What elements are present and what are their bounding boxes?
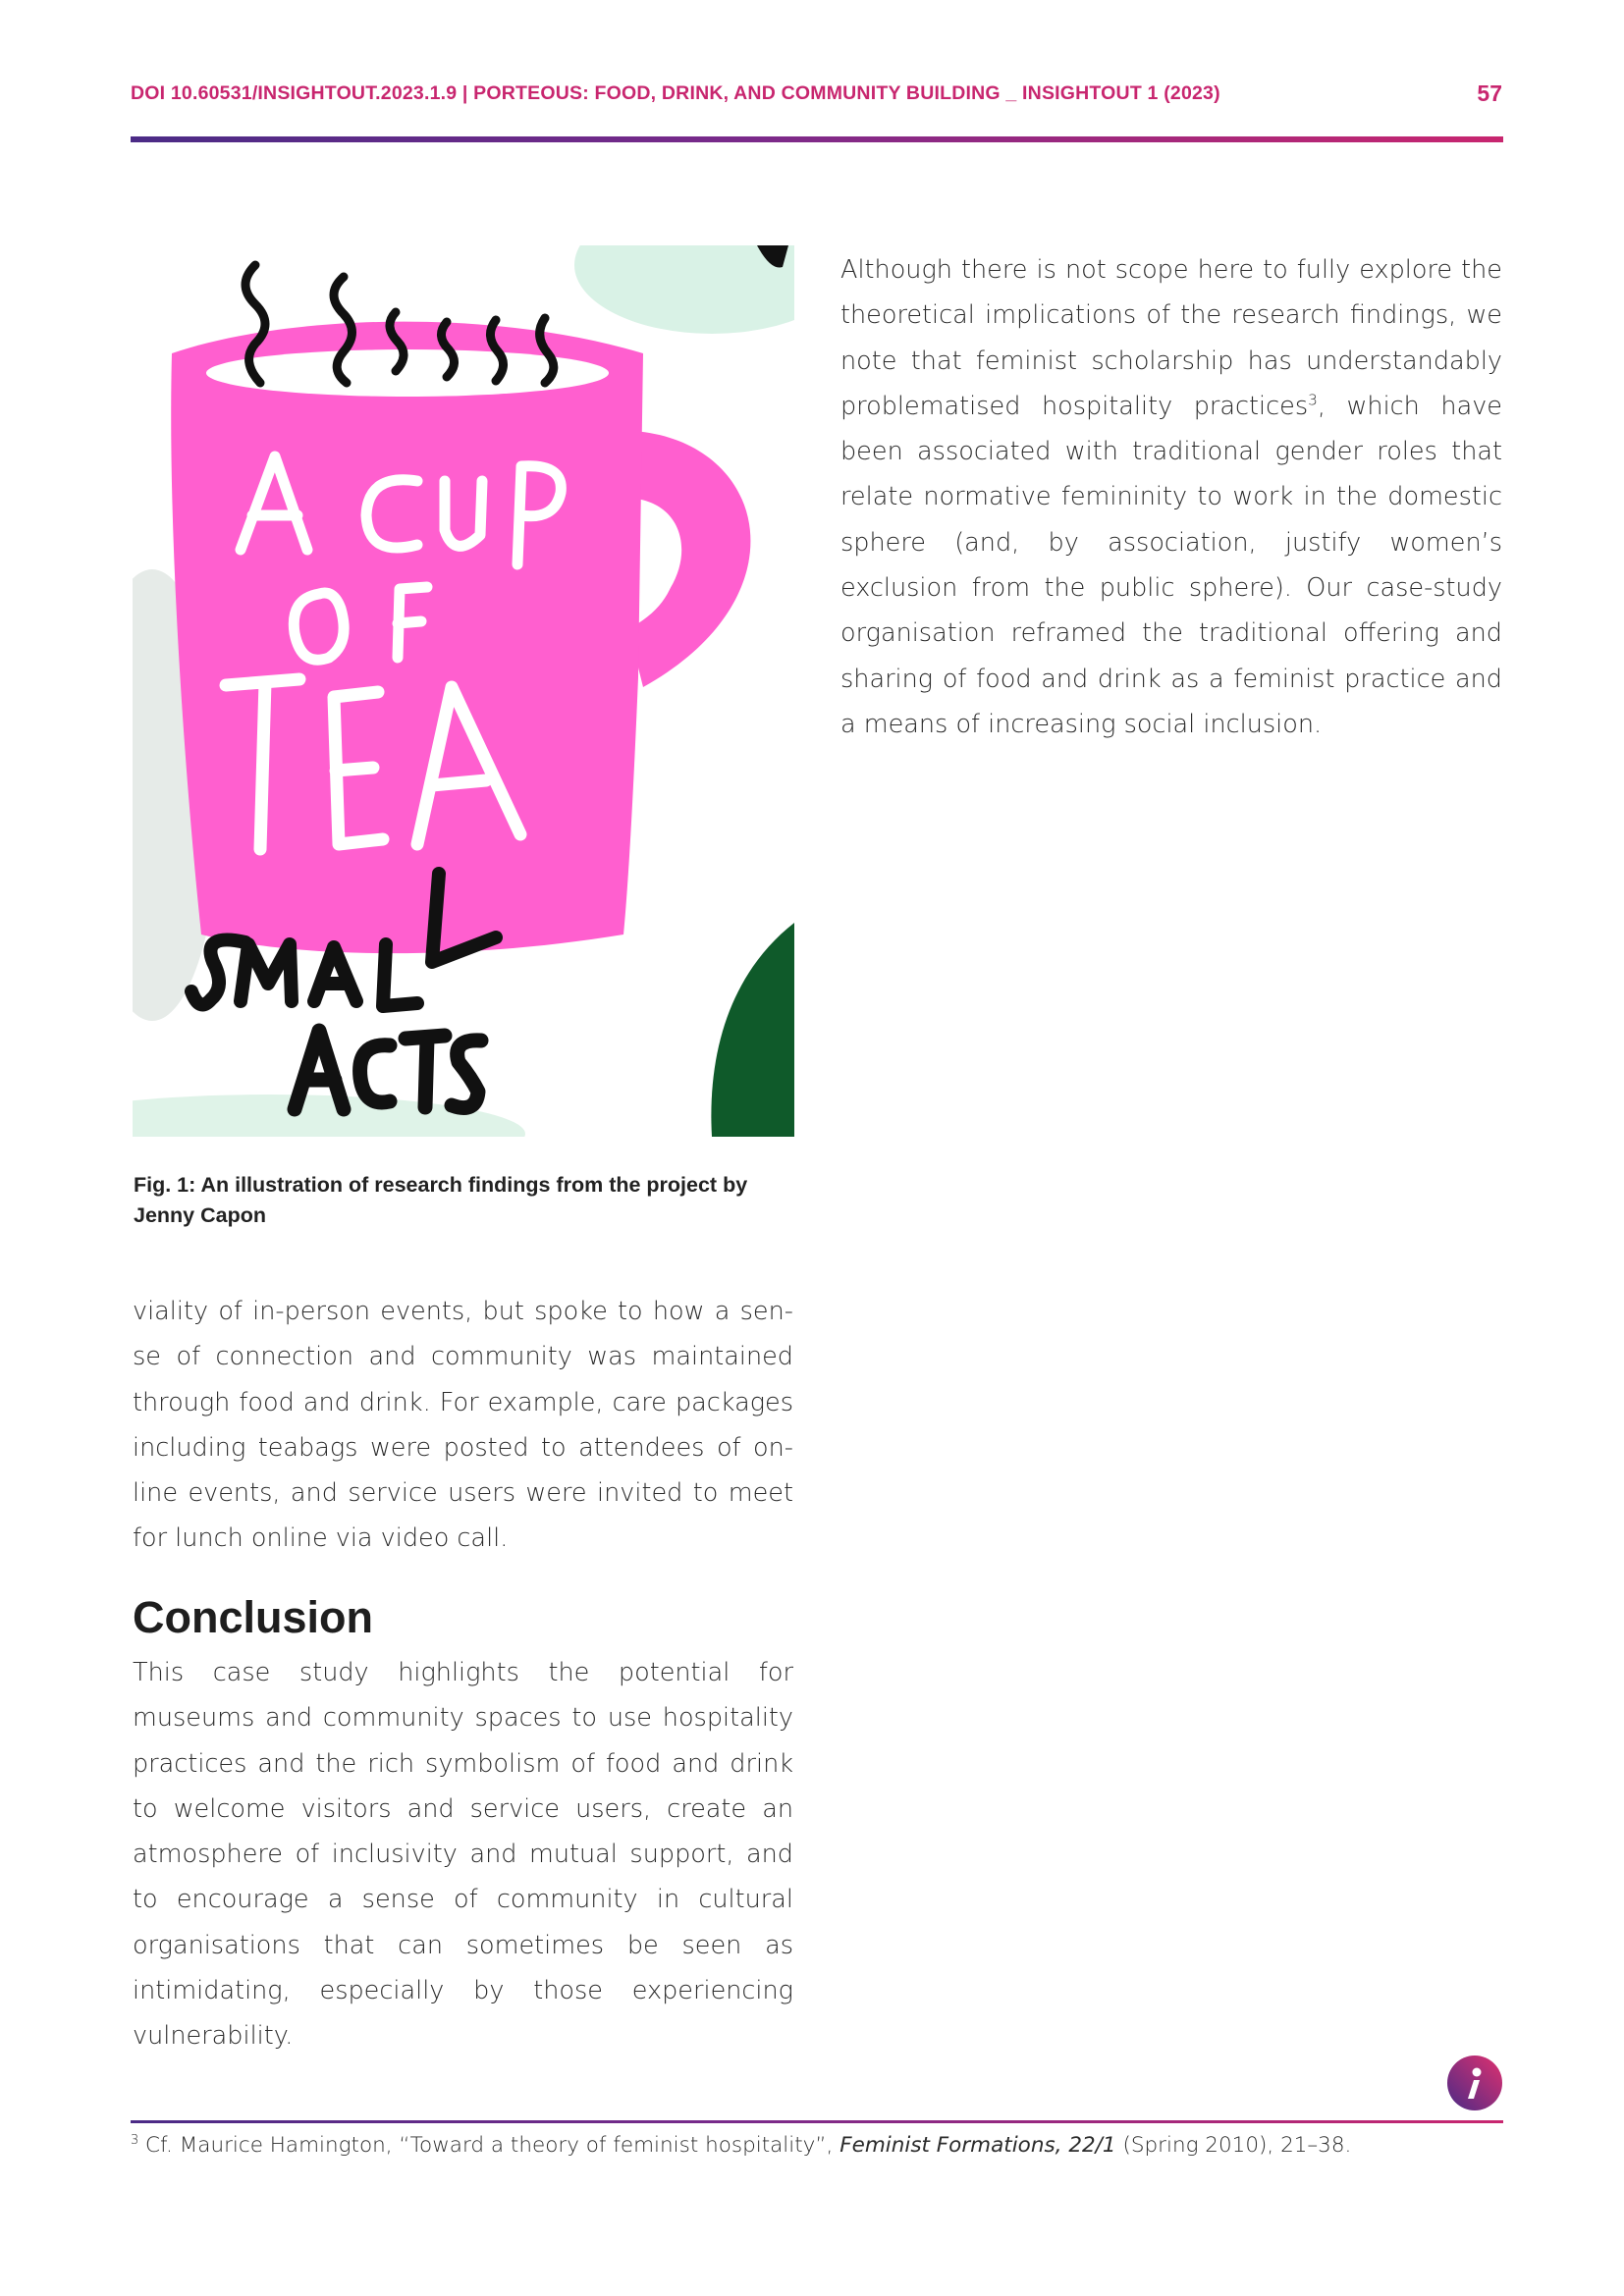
footnote (131, 2130, 1505, 2162)
footnote-citation-end: (Spring 2010), 21–38. (1115, 2133, 1352, 2158)
running-header: DOI 10.60531/INSIGHTOUT.2023.1.9 | PORTEOUS: FOOD, DRINK, AND COMMUNITY BUILDING _ INSIGHTOUT 1 (2023) (131, 82, 1220, 104)
footnote-reference[interactable]: 3 (1308, 391, 1318, 409)
paragraph-text-1: Although there is not scope here to fully explore the theoretical implications of the research findings, we note that feminist scholarship has understandably problematised hospitality practices (840, 255, 1502, 421)
conclusion-heading: Conclusion (133, 1592, 373, 1642)
right-column (840, 247, 1502, 747)
body-paragraph-hospitality (840, 247, 1502, 747)
insightout-logo-icon (1446, 2055, 1503, 2111)
paragraph-text-2: , which have been associated with traditional gender roles that relate normative femininity to work in the domestic sphere (and, by association, justify women’s exclusion from the public sphere). Our case-study organisation reframed the traditional offering and sharing of food and drink as a feminist practice and a means of increasing social inclusion. (840, 391, 1502, 739)
footnote-rule (131, 2120, 1503, 2123)
cup-of-tea-drawing (133, 245, 794, 1137)
footnote-journal-title: Feminist Formations, 22/1 (839, 2133, 1116, 2158)
body-paragraph-conclusion: This case study highlights the potential for museums and community spaces to use hospitality practices and the rich symbolism of food and drink to welcome visitors and service users, create an atmosphere of inclusivity and mutual support, and to encourage a sense of community in cultural organisations that can sometimes be seen as intimidating, especially by those experiencing vulnerability. (133, 1658, 793, 2052)
left-column-continuation (133, 1289, 793, 1562)
page-number: 57 (1477, 80, 1502, 106)
green-blob (711, 923, 794, 1137)
footnote-text: Cf. Maurice Hamington, “Toward a theory of feminist hospitality”, (138, 2133, 840, 2158)
header-rule (131, 136, 1503, 142)
body-paragraph-continuation: viality of in-person events, but spoke to how a sense of connection and community was maintained through food and drink. For example, care packages including teabags were posted to attendees of online events, and service users were invited to meet for lunch online via video call. (133, 1297, 793, 1554)
footnote-marker: 3 (131, 2132, 139, 2148)
figure-illustration (133, 245, 794, 1137)
conclusion-section (133, 1650, 793, 2059)
mint-wash-top (574, 245, 794, 334)
mug-body (171, 322, 643, 954)
figure-caption: Fig. 1: An illustration of research findings from the project by Jenny Capon (134, 1173, 748, 1227)
